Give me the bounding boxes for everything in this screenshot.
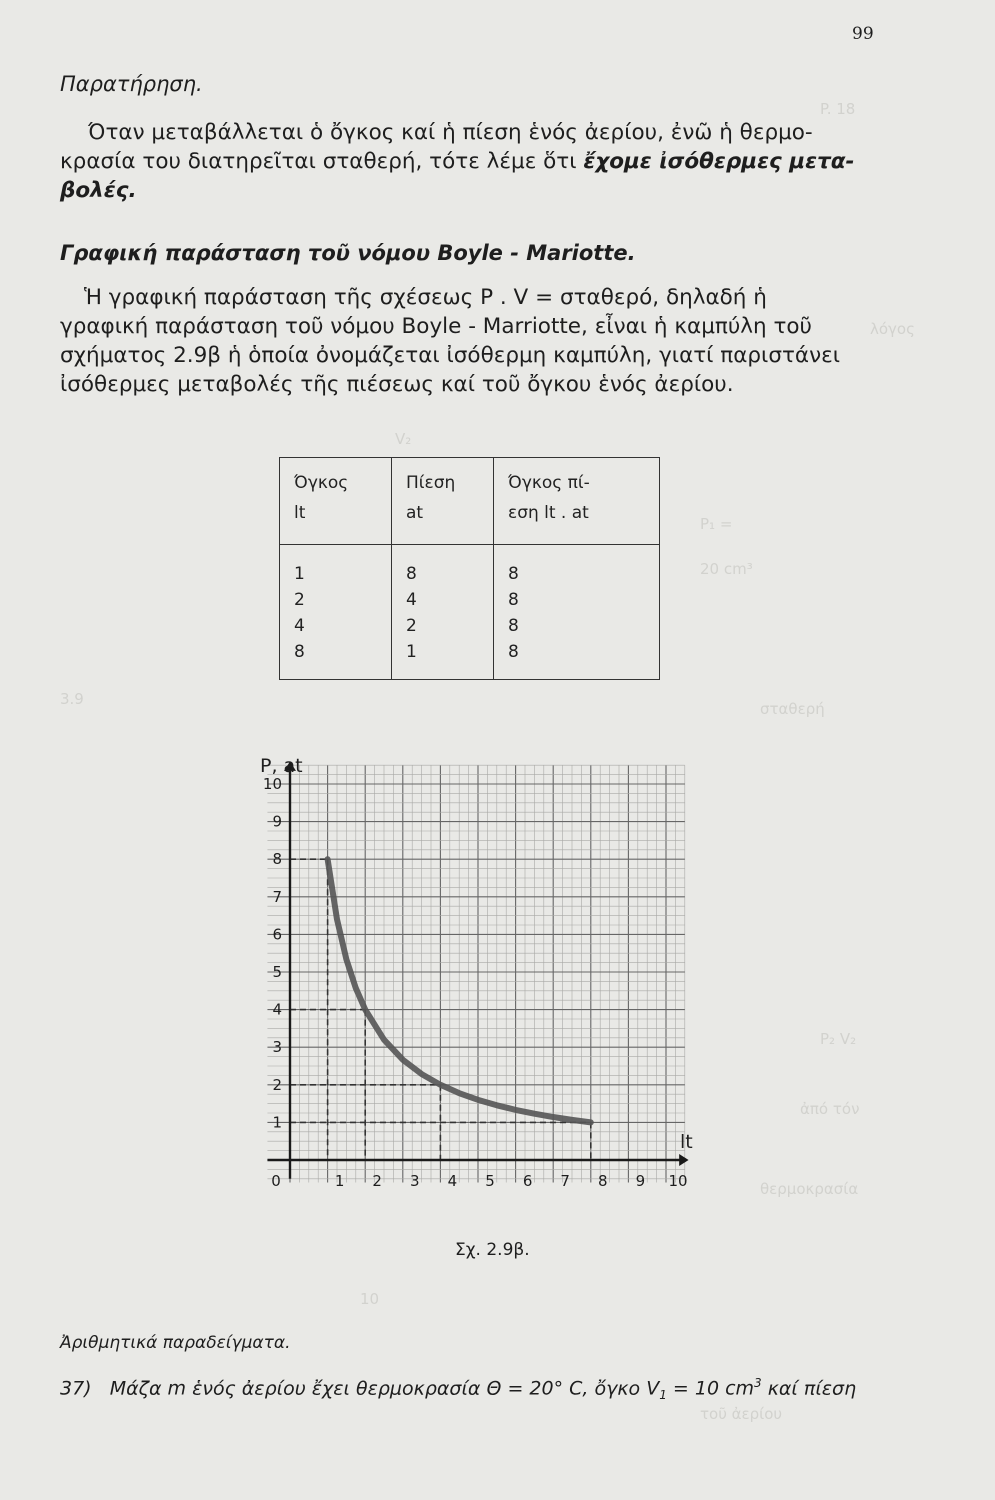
y-tick-label: 7 (272, 887, 282, 906)
x-tick-label: 1 (334, 1172, 345, 1190)
x-tick-label: 8 (598, 1172, 608, 1190)
para2-line1: Ἡ γραφική παράσταση τῆς σχέσεως P . V = σταθερό, δηλαδή ἡ (84, 285, 767, 310)
para1-line1: Όταν μεταβάλλεται ὁ ὄγκος καί ἡ πίεση ἑνός ἀερίου, ἐνῶ ἡ θερμο- (88, 120, 813, 145)
para1-line3: βολές. (60, 178, 137, 203)
x-tick-label: 7 (560, 1172, 570, 1190)
problem-number: 37) (60, 1377, 92, 1400)
chart-labels (260, 755, 693, 1190)
x-tick-label: 5 (485, 1172, 495, 1190)
figure-caption: Σχ. 2.9β. (455, 1240, 530, 1260)
x-tick-label: 4 (447, 1172, 458, 1190)
para1-line2 (60, 147, 854, 176)
header-pressure: Πίεση at (392, 458, 494, 545)
y-tick-label: 3 (272, 1038, 282, 1057)
show-through-12: P₂ V₂ (820, 1030, 857, 1048)
show-through-8: θερμοκρασία (760, 1180, 859, 1198)
volume-column: 1 2 4 8 (280, 545, 392, 680)
examples-heading: Ἀριθμητικά παραδείγματα. (60, 1333, 291, 1353)
x-tick-label: 0 (271, 1172, 281, 1190)
data-table (279, 457, 660, 680)
show-through-1: P. 18 (820, 100, 856, 118)
problem-text-1: Μάζα m ἑνός ἀερίου ἔχει θερμοκρασία Θ = 20° C, ὄγκο V (109, 1377, 660, 1400)
pressure-column: 8 4 2 1 (392, 545, 494, 680)
x-axis-label: lt (680, 1131, 693, 1153)
problem-superscript: 3 (754, 1376, 762, 1390)
para2-line4: ἰσόθερμες μεταβολές τῆς πιέσεως καί τοῦ ὄγκου ἑνός ἀερίου. (60, 372, 734, 397)
show-through-4: P₁ = (700, 515, 733, 533)
y-tick-label: 1 (272, 1113, 282, 1132)
show-through-7: 3.9 (60, 690, 84, 708)
show-through-6: σταθερή (760, 700, 825, 718)
para2-line3: σχήματος 2.9β ἡ ὁποία ὀνομάζεται ἰσόθερμη καμπύλη, γιατί παριστάνει (60, 343, 840, 368)
table-row (280, 545, 660, 680)
x-axis-arrow (679, 1154, 688, 1166)
y-tick-label: 5 (272, 963, 282, 981)
y-tick-label: 10 (262, 775, 282, 793)
header-volume: Όγκος lt (280, 458, 392, 545)
x-tick-label: 10 (668, 1172, 688, 1190)
table-header-row (280, 458, 660, 545)
x-tick-label: 9 (635, 1172, 646, 1190)
paragraph-isothermal (60, 118, 854, 205)
header-product: Όγκος πί- εση lt . at (494, 458, 660, 545)
isotherm-chart (240, 700, 730, 1210)
y-tick-label: 8 (272, 850, 282, 869)
para2-line2: γραφική παράσταση τοῦ νόμου Boyle - Marriotte, εἶναι ἡ καμπύλη τοῦ (60, 314, 812, 339)
y-tick-label: 6 (272, 925, 282, 944)
page-number: 99 (852, 24, 874, 44)
para1-line2-emphasis: ἔχομε ἰσόθερμες μετα- (583, 149, 855, 174)
show-through-2: λόγος (870, 320, 915, 338)
x-tick-label: 6 (522, 1172, 533, 1190)
x-tick-label: 3 (410, 1172, 420, 1190)
show-through-9: ἀπό τόν (800, 1100, 860, 1118)
show-through-11: τοῦ ἀερίου (700, 1405, 783, 1423)
graph-heading: Γραφική παράσταση τοῦ νόμου Boyle - Mariotte. (60, 241, 636, 265)
problem-37 (60, 1376, 856, 1402)
y-axis-label: P, at (260, 755, 303, 778)
para1-line2-text: κρασία του διατηρεῖται σταθερή, τότε λέμε ὅτι (60, 149, 584, 174)
chart-grid (267, 765, 684, 1182)
y-tick-label: 4 (272, 1000, 282, 1019)
x-tick-label: 2 (372, 1172, 382, 1190)
problem-subscript: 1 (659, 1388, 667, 1403)
problem-text-3: καί πίεση (761, 1377, 857, 1400)
y-tick-label: 2 (272, 1075, 282, 1094)
show-through-5: 20 cm³ (700, 560, 753, 578)
show-through-3: V₂ (395, 430, 412, 448)
paragraph-graph (60, 283, 840, 399)
product-column: 8 8 8 8 (494, 545, 660, 680)
y-tick-label: 9 (272, 812, 282, 831)
section-heading: Παρατήρηση. (60, 72, 203, 96)
problem-text-2: = 10 cm (666, 1377, 755, 1400)
show-through-10: 10 (360, 1290, 380, 1308)
